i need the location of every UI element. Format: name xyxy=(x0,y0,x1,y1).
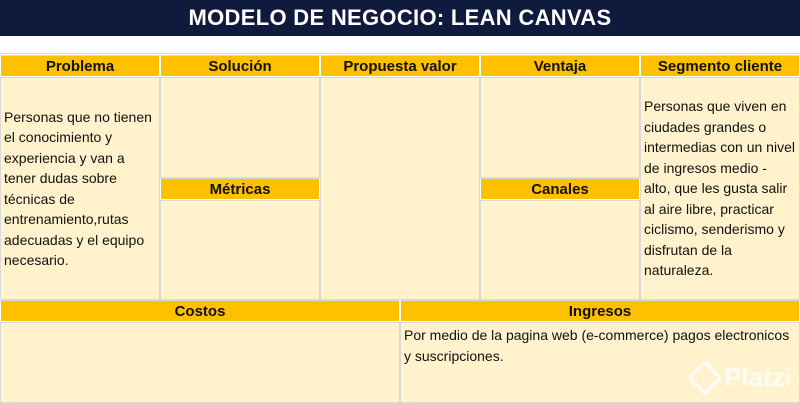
segmento-cliente-text: Personas que viven en ciudades grandes o intermedias con un nivel de ingresos medio - alto, que les gusta salir al aire libre, practicar ciclismo, senderismo y disfrutan de la naturaleza. xyxy=(644,98,795,279)
segmento-cliente-cell xyxy=(640,77,800,300)
canales-cell xyxy=(480,200,640,300)
costos-cell xyxy=(0,322,400,403)
header-problema: Problema xyxy=(0,55,160,77)
platzi-watermark-text: Platzi xyxy=(724,362,792,392)
platzi-watermark xyxy=(692,362,792,393)
header-ingresos: Ingresos xyxy=(400,300,800,322)
header-ventaja: Ventaja xyxy=(480,55,640,77)
header-solucion: Solución xyxy=(160,55,320,77)
problema-text: Personas que no tienen el conocimiento y experiencia y van a tener dudas sobre técnicas de entrenamiento,rutas adecuadas y el equipo necesario. xyxy=(4,108,152,268)
problema-cell xyxy=(0,77,160,300)
metricas-cell xyxy=(160,200,320,300)
ingresos-text: Por medio de la pagina web (e-commerce) pagos electronicos y suscripciones. xyxy=(404,327,790,364)
solucion-cell xyxy=(160,77,320,178)
ventaja-cell xyxy=(480,77,640,178)
header-canales: Canales xyxy=(480,178,640,200)
page-title: MODELO DE NEGOCIO: LEAN CANVAS xyxy=(0,0,800,36)
header-metricas: Métricas xyxy=(160,178,320,200)
propuesta-valor-cell xyxy=(320,77,480,300)
header-segmento-cliente: Segmento cliente xyxy=(640,55,800,77)
header-propuesta-valor: Propuesta valor xyxy=(320,55,480,77)
header-costos: Costos xyxy=(0,300,400,322)
spacer-row xyxy=(0,36,800,54)
platzi-logo-icon xyxy=(687,359,724,396)
